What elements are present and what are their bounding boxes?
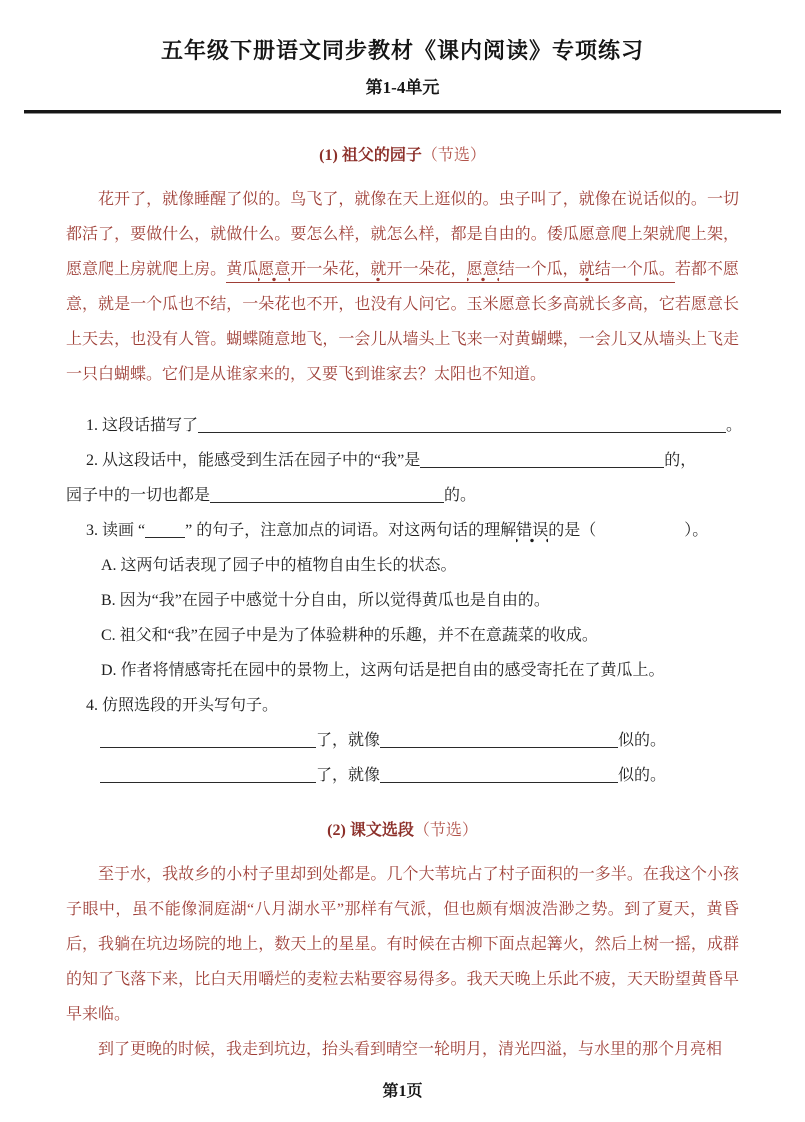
section-2-number: (2) (327, 822, 346, 839)
question-2-suffix-1: 的， (664, 452, 697, 469)
question-4-blank-2b (380, 766, 618, 783)
passage-2-paragraph-1: 至于水，我故乡的小村子里却到处都是。几个大苇坑占了村子面积的一多半。在我这个小孩子眼中，虽不能像洞庭湖“八月湖水平”那样有气派，但也颇有烟波浩渺之势。到了夏天，黄昏后，我躺在坑边场院的地上，数天上的星星。有时候在古柳下面点起篝火，然后上树一摇，成群的知了飞落下来，比白天用嚼烂的麦粒去粘要容易得多。我天天晚上乐此不疲，天天盼望黄昏早早来临。 (66, 866, 739, 1023)
question-4-end-1: 似的。 (618, 732, 667, 749)
section-1-note: （节选） (421, 147, 486, 164)
question-4-mid-2: 了，就像 (316, 767, 381, 784)
question-block (66, 408, 743, 793)
question-1-blank (198, 416, 726, 433)
section-2-note: （节选） (413, 822, 478, 839)
section-2-title: 课文选段 (349, 822, 414, 839)
question-4-answer-line-2 (66, 758, 739, 793)
question-2-text: 2. 从这段话中，能感受到生活在园子中的“我”是 (86, 452, 421, 469)
question-3-option-a: A. 这两句话表现了园子中的植物自由生长的状态。 (101, 557, 457, 574)
question-3-option-b: B. 因为“我”在园子中感觉十分自由，所以觉得黄瓜也是自由的。 (101, 592, 550, 609)
passage-1 (66, 182, 739, 392)
page-subtitle: 第1-4单元 (365, 78, 440, 97)
question-2-blank-2 (210, 486, 444, 503)
question-2-blank-1 (420, 451, 664, 468)
passage-2-paragraph-2: 到了更晚的时候，我走到坑边，抬头看到晴空一轮明月，清光四溢，与水里的那个月亮相 (98, 1041, 723, 1058)
passage-2 (66, 857, 739, 1067)
question-1-suffix: 。 (726, 417, 743, 434)
question-4-blank-2a (100, 766, 316, 783)
question-2-text-2: 园子中的一切也都是 (66, 487, 211, 504)
question-4: 4. 仿照选段的开头写句子。 (86, 697, 279, 714)
question-1 (66, 408, 743, 443)
question-1-text: 1. 这段话描写了 (86, 417, 199, 434)
question-4-mid-1: 了，就像 (316, 732, 381, 749)
question-2-continued (66, 478, 739, 513)
passage-1-paragraph: 花开了，就像睡醒了似的。鸟飞了，就像在天上逛似的。虫子叫了，就像在说话似的。一切都活了，要做什么，就做什么。要怎么样，就怎么样，都是自由的。倭瓜愿意爬上架就爬上架，愿意爬上房就爬上房。黄瓜愿意开一朵花，就开一朵花，愿意结一个瓜，就结一个瓜。若都不愿意，就是一个瓜也不结，一朵花也不开，也没有人问它。玉米愿意长多高就长多高，它若愿意长上天去，也没有人管。蝴蝶随意地飞，一会儿从墙头上飞来一对黄蝴蝶，一会儿又从墙头上飞走一只白蝴蝶。它们是从谁家来的，又要飞到谁家去？太阳也不知道。 (66, 191, 739, 383)
header-divider (24, 110, 781, 114)
question-3: 3. 读画 “ ” 的句子，注意加点的词语。对这两句话的理解错误的是（ ）。 (66, 513, 739, 548)
section-1-title: 祖父的园子 (341, 147, 422, 164)
question-4-blank-1a (100, 731, 316, 748)
section-2-heading (66, 817, 739, 840)
question-2-suffix-2: 的。 (444, 487, 477, 504)
question-3-option-d: D. 作者将情感寄托在园中的景物上，这两句话是把自由的感受寄托在了黄瓜上。 (101, 662, 665, 679)
question-4-blank-1b (380, 731, 618, 748)
question-2 (66, 443, 739, 478)
page-title: 五年级下册语文同步教材《课内阅读》专项练习 (160, 38, 644, 63)
page-number: 第1页 (382, 1083, 423, 1100)
question-4-answer-line-1 (66, 723, 739, 758)
question-3-option-c: C. 祖父和“我”在园子中是为了体验耕种的乐趣，并不在意蔬菜的收成。 (101, 627, 598, 644)
section-1-heading (66, 142, 739, 165)
question-4-end-2: 似的。 (618, 767, 667, 784)
section-1-number: (1) (319, 147, 338, 164)
